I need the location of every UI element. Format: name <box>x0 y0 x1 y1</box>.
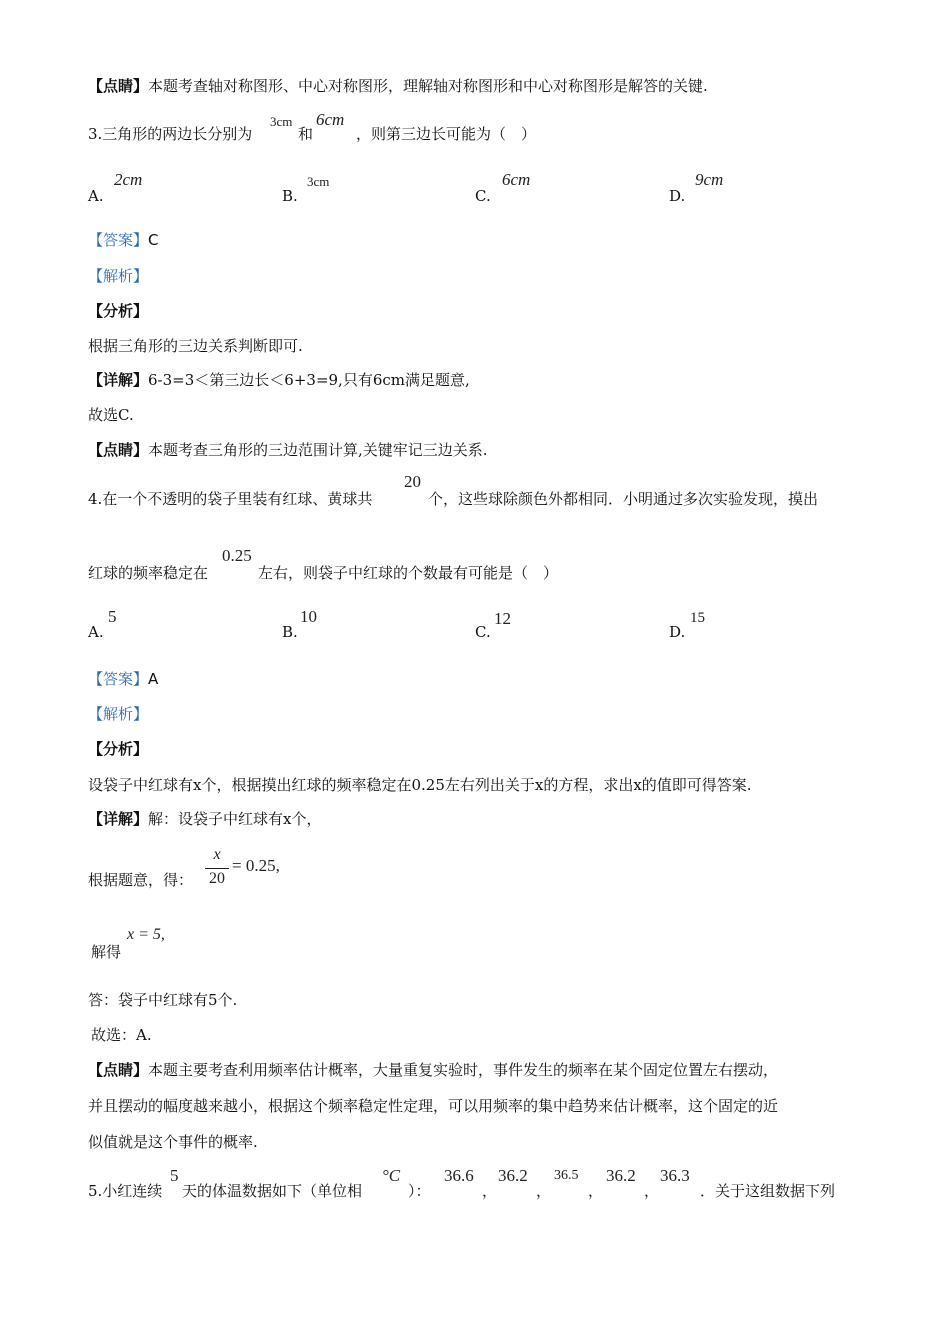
q3-stem <box>88 124 252 144</box>
dianjing-tag: 【点睛】 <box>88 441 149 459</box>
q3-dianjing-text: 本题考查三角形的三边范围计算,关键牢记三边关系. <box>148 441 488 459</box>
dianjing-text: 本题考查轴对称图形、中心对称图形，理解轴对称图形和中心对称图形是解答的关键. <box>148 77 708 95</box>
q5-suffix: ．关于这组数据下列 <box>700 1182 836 1200</box>
q4-dianjing-text-1: 本题主要考查利用频率估计概率，大量重复实验时，事件发生的频率在某个固定位置左右摆动， <box>148 1061 779 1079</box>
answer-tag: 【答案】 <box>88 231 149 249</box>
q5-close: ）： <box>408 1182 431 1200</box>
q4-xiangjie-text: 解：设袋子中红球有x个， <box>148 810 322 828</box>
q3-option-d-value: 9cm <box>695 170 724 189</box>
q5-prefix: 5.小红连续 <box>88 1182 163 1200</box>
q4-stem-num-025: 0.25 <box>222 546 252 565</box>
q5-temp-5: 36.3 <box>660 1166 690 1185</box>
q3-option-c-label: C. <box>475 187 491 205</box>
q3-option-a-value: 2cm <box>114 170 143 189</box>
q3-val2: 6cm <box>316 110 345 129</box>
answer-tag: 【答案】 <box>88 670 149 688</box>
q3-fenxi-text: 根据三角形的三边关系判断即可. <box>88 337 303 355</box>
q4-equation-prefix: 根据题意，得： <box>88 871 194 889</box>
q3-val1: 3cm <box>270 114 293 129</box>
q3-option-b-label: B. <box>282 187 298 205</box>
q4-fraction-bar <box>205 868 229 869</box>
q4-solve-equation: x = 5, <box>127 926 165 943</box>
q4-stem-line1-suffix: 个，这些球除颜色外都相同．小明通过多次实验发现，摸出 <box>428 490 819 508</box>
q4-answer-line <box>88 669 158 689</box>
q4-option-d-value: 15 <box>690 610 705 626</box>
xiangjie-tag: 【详解】 <box>88 810 149 828</box>
q3-xiangjie-text: 6-3=3＜第三边长＜6+3=9,只有6cm满足题意, <box>148 371 470 389</box>
q4-stem-line2-prefix: 红球的频率稳定在 <box>88 564 209 582</box>
q5-sep-1: ， <box>482 1182 498 1200</box>
q3-option-b-value: 3cm <box>307 174 330 189</box>
q4-equation-rest: = 0.25, <box>232 856 280 875</box>
q5-sep-3: ， <box>588 1182 604 1200</box>
q3-answer: C <box>148 231 159 249</box>
q5-sep-2: ， <box>536 1182 552 1200</box>
q4-da: 答：袋子中红球有5个. <box>88 991 238 1009</box>
q4-option-a-label: A. <box>88 623 104 641</box>
q4-option-b-label: B. <box>282 623 298 641</box>
q4-solve-prefix: 解得 <box>91 943 122 961</box>
q5-sep-4: ， <box>644 1182 660 1200</box>
q4-fenxi-text: 设袋子中红球有x个，根据摸出红球的频率稳定在0.25左右列出关于x的方程，求出x的值即可得答案. <box>88 776 752 794</box>
q5-mid: 天的体温数据如下（单位相 <box>182 1182 363 1200</box>
q3-guxuan: 故选C. <box>88 406 134 424</box>
q4-option-c-value: 12 <box>494 609 511 628</box>
q4-option-c-label: C. <box>475 623 491 641</box>
q4-answer: A <box>148 670 159 688</box>
q4-option-b-value: 10 <box>300 607 317 626</box>
q5-temp-4: 36.2 <box>606 1166 636 1185</box>
q5-days: 5 <box>170 1166 179 1185</box>
prev-dianjing-line <box>88 76 708 96</box>
q4-option-d-label: D. <box>669 623 686 641</box>
q3-answer-line <box>88 230 159 250</box>
q4-dianjing-line1 <box>88 1060 778 1080</box>
dianjing-tag: 【点睛】 <box>88 77 149 95</box>
q3-suffix: ，则第三边长可能为（ ） <box>356 125 537 143</box>
q4-jiexi-tag: 【解析】 <box>88 705 149 723</box>
q5-unit: °C <box>382 1166 401 1185</box>
q4-fraction-numerator: x <box>213 846 221 863</box>
q5-temp-3: 36.5 <box>554 1168 579 1183</box>
q4-guxuan: 故选：A. <box>91 1026 152 1044</box>
q3-xiangjie-line <box>88 370 470 390</box>
q4-stem-line2-suffix: 左右，则袋子中红球的个数最有可能是（ ） <box>258 564 559 582</box>
q4-fenxi-tag: 【分析】 <box>88 740 149 758</box>
dianjing-tag: 【点睛】 <box>88 1061 149 1079</box>
q3-option-d-label: D. <box>669 187 686 205</box>
q4-fraction-denominator: 20 <box>209 870 225 887</box>
q3-jiexi-tag: 【解析】 <box>88 267 149 285</box>
q3-option-c-value: 6cm <box>502 170 531 189</box>
q3-option-a-label: A. <box>88 187 104 205</box>
q3-dianjing-line <box>88 440 488 460</box>
q4-stem-num-20: 20 <box>404 472 421 491</box>
q3-mid: 和 <box>298 125 314 143</box>
q4-xiangjie-line <box>88 809 321 829</box>
q4-stem-line1-prefix: 4.在一个不透明的袋子里装有红球、黄球共 <box>88 490 373 508</box>
q3-fenxi-tag: 【分析】 <box>88 302 149 320</box>
q4-dianjing-line2: 并且摆动的幅度越来越小，根据这个频率稳定性定理，可以用频率的集中趋势来估计概率，这个固定的近 <box>88 1097 779 1115</box>
q4-dianjing-line3: 似值就是这个事件的概率. <box>88 1133 258 1151</box>
q4-option-a-value: 5 <box>108 607 117 626</box>
xiangjie-tag: 【详解】 <box>88 371 149 389</box>
q5-temp-2: 36.2 <box>498 1166 528 1185</box>
q3-prefix: 3.三角形的两边长分别为 <box>88 125 253 143</box>
q5-temp-1: 36.6 <box>444 1166 474 1185</box>
